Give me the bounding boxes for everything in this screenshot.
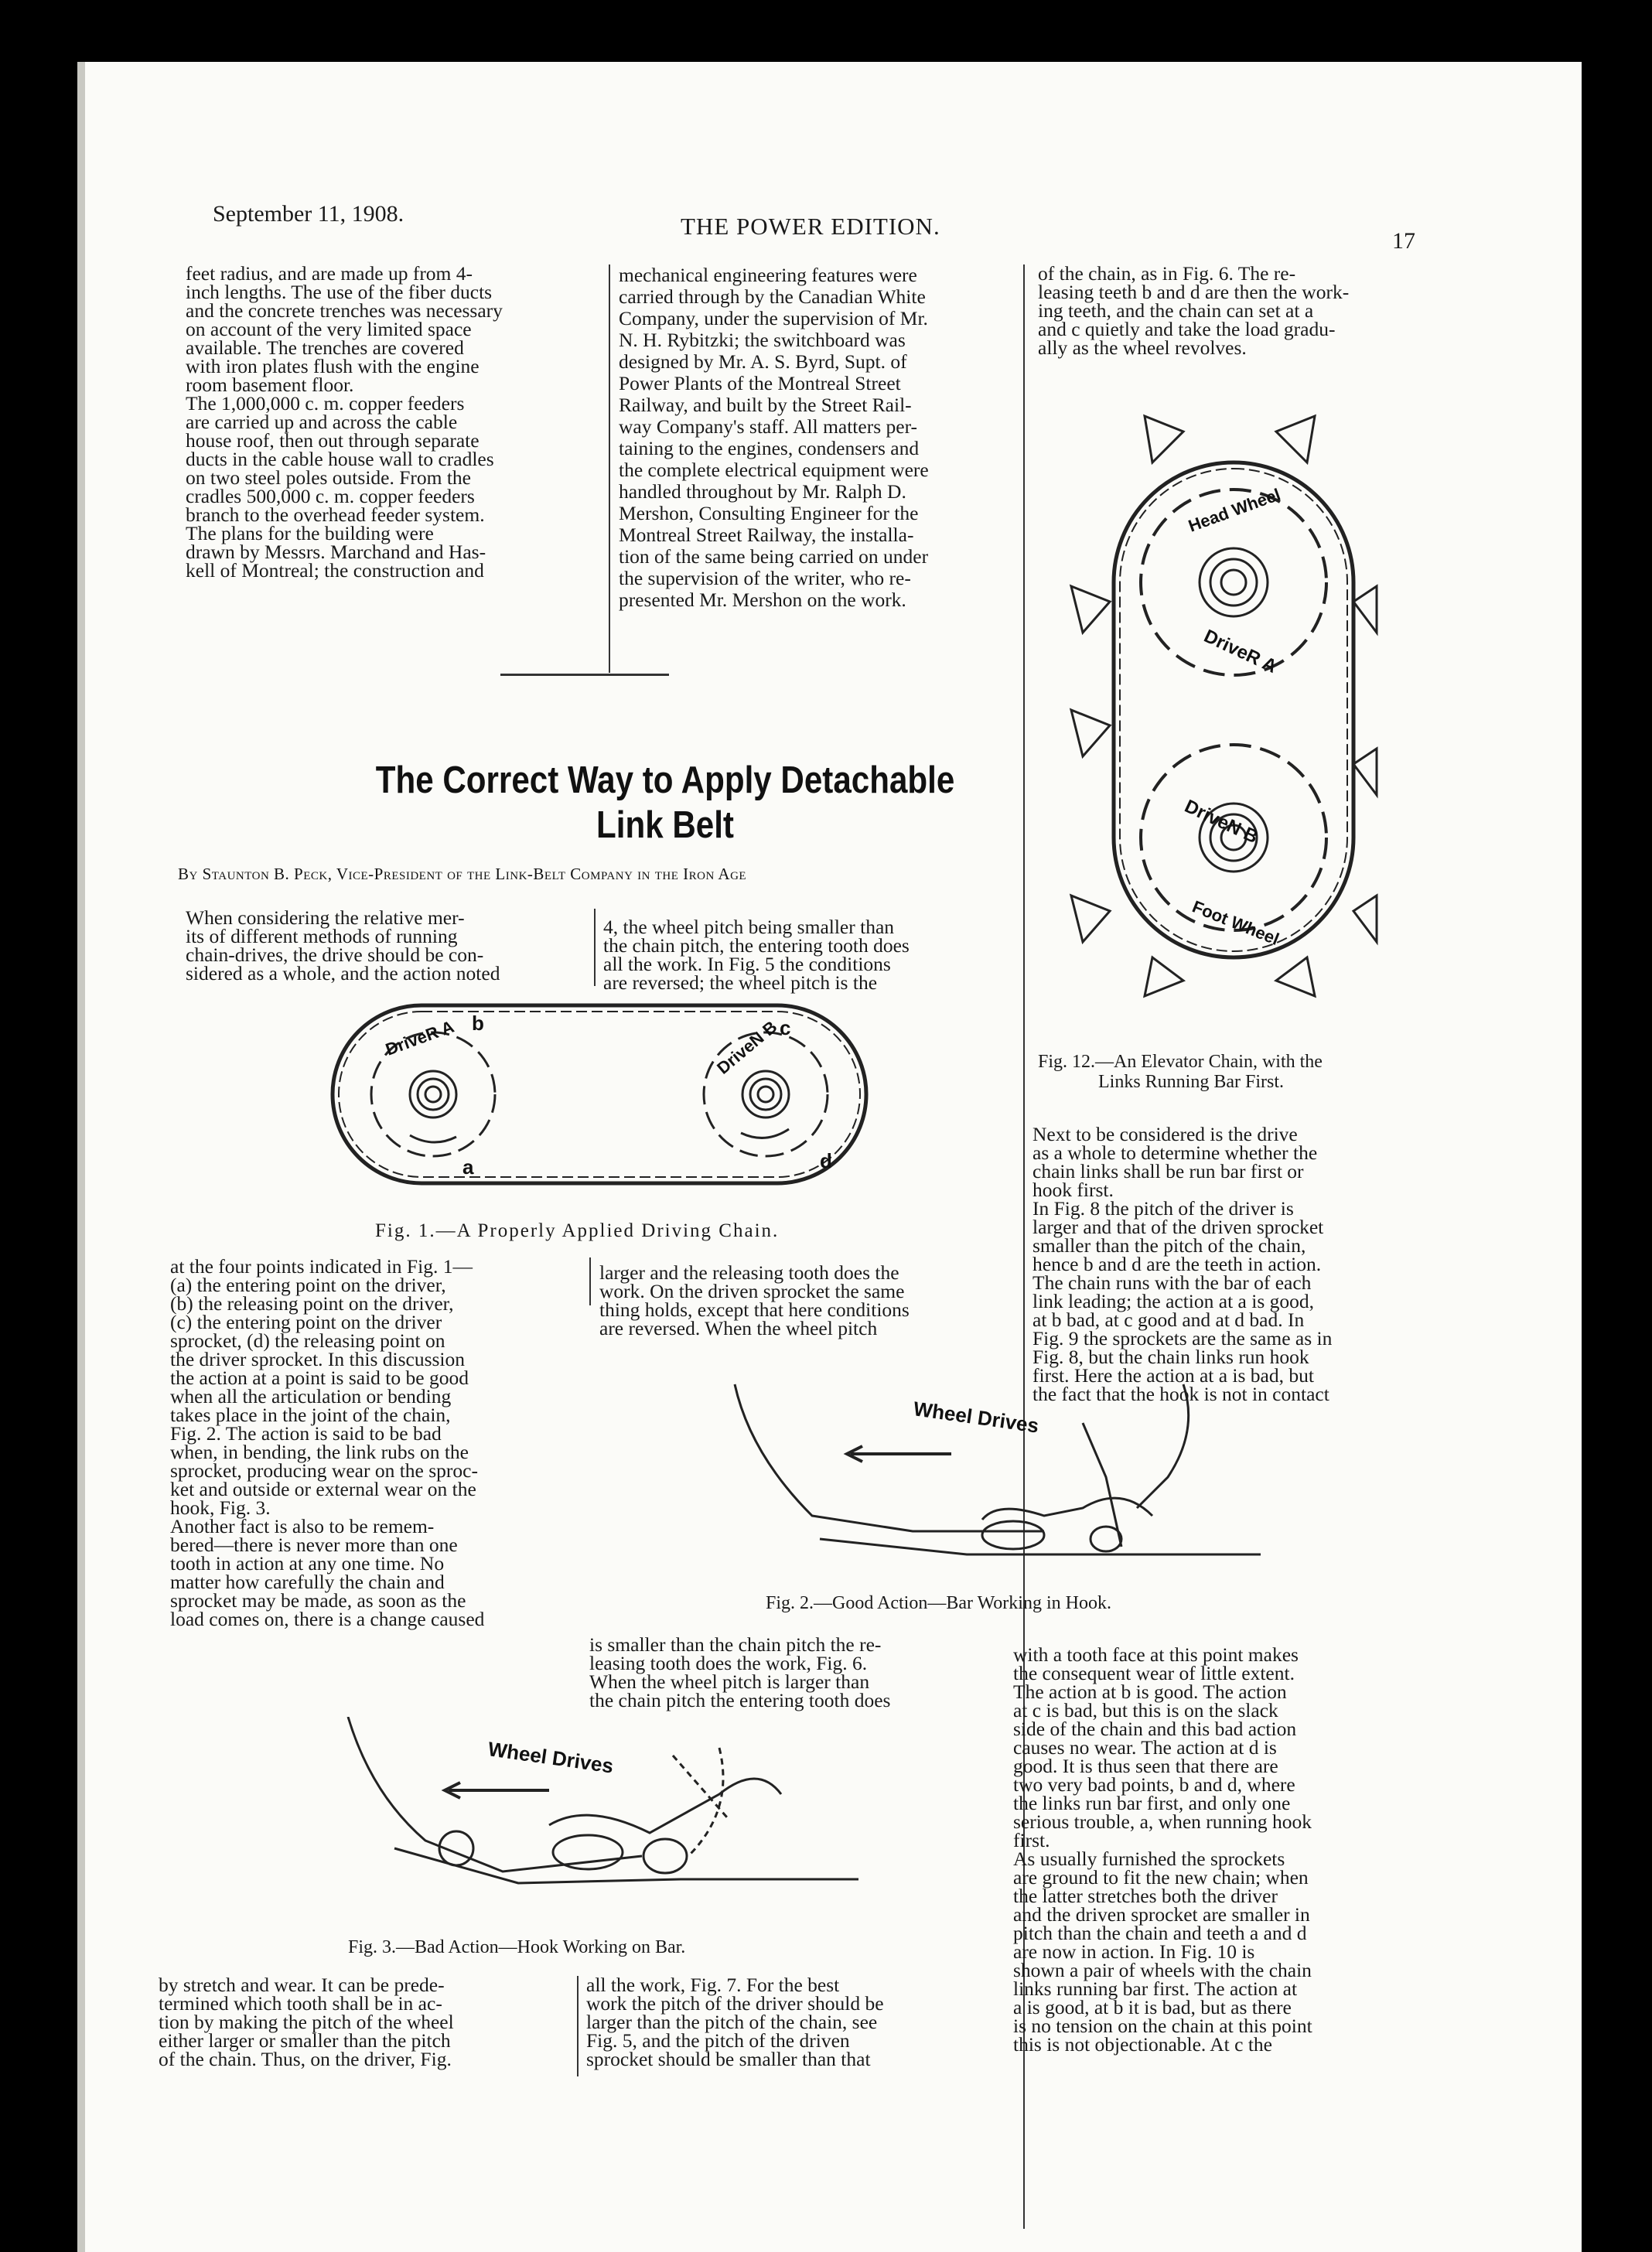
fig3-bad-action: [317, 1717, 874, 1933]
chain-links: [348, 1717, 858, 1883]
fig3-label: Wheel Drives: [486, 1737, 616, 1778]
magazine-page: [85, 62, 1582, 2252]
fig1-point-d: d: [820, 1149, 832, 1172]
fig12-head-wheel-label: Head Wheel: [1186, 484, 1283, 536]
rotation-arrow: [410, 1135, 456, 1142]
fig12-caption-line1: Fig. 12.—An Elevator Chain, with the: [1038, 1052, 1323, 1072]
column-rule: [589, 1257, 591, 1305]
fig12-elevator-chain: [1036, 408, 1462, 1042]
para-d-col2: all the work, Fig. 7. For the best work the pitch of the driver should be larger than the pitch of the chain, see Fig. 5, and the pitch of the driven sprocket should be smaller than that: [586, 1974, 884, 2070]
fig2-caption: Fig. 2.—Good Action—Bar Working in Hook.: [766, 1593, 1111, 1613]
fig3-caption: Fig. 3.—Bad Action—Hook Working on Bar.: [348, 1937, 686, 1957]
right-column-mid: Next to be considered is the drive as a whole to determine whether the chain links shall be run bar first or hook first. In Fig. 8 the pitch of the driver is larger and that of the driven sprocket smaller than the pitch of the chain, hence b and d are the teeth in action. The chain runs with the bar of each link leading; the action at a is good, at b bad, at c good and at d bad. In Fig. 9 the sprockets are the same as in Fig. 8, but the chain links run hook first. Here the action at a is bad, but the fact that the hook is not in contact: [1032, 1123, 1333, 1405]
top-column-2: mechanical engineering features were carried through by the Canadian White Company, under the supervision of Mr. N. H. Rybitzki; the switchboard was designed by Mr. A. S. Byrd, Supt. of Power Plants of the Montreal Street Railway, and built by the Street Rail- way Company's staff. All matters per- taining to the engines, condensers and the complete electrical equipment were handled throughout by Mr. Ralph D. Mershon, Consulting Engineer for the Montreal Street Railway, the installa- tion of the same being carried on under the supervision of the writer, who re- presented Mr. Mershon on the work.: [619, 264, 929, 611]
fig1-point-a: a: [462, 1155, 474, 1179]
para-b-col1: at the four points indicated in Fig. 1— (a) the entering point on the driver, (b) the releasing point on the driver, (c) the entering point on the driver sprocket, (d) the releasing point on the driver sprocket. In this discussion the action at a point is said to be good when all the articulation or bending takes place in the joint of the chain, Fig. 2. The action is said to be bad when, in bending, the link rubs on the sprocket, producing wear on the sproc- ket and outside or external wear on the hook, Fig. 3. Another fact is also to be remem- bered—there is never more than one tooth in action at any one time. No matter how carefully the chain and sprocket may be made, as soon as the load comes on, there is a change caused: [170, 1255, 485, 1630]
article-byline: By Staunton B. Peck, Vice-President of the Link-Belt Company in the Iron Age: [178, 865, 747, 883]
top-column-1: feet radius, and are made up from 4- inch lengths. The use of the fiber ducts and the concrete trenches was necessary on account of the very limited space available. The trenches are covered with iron plates flush with the engine room basement floor. The 1,000,000 c. m. copper feeders are carried up and across the cable house roof, then out through separate ducts in the cable house wall to cradles on two steel poles outside. From the cradles 500,000 c. m. copper feeders branch to the overhead feeder system. The plans for the building were drawn by Messrs. Marchand and Has- kell of Montreal; the construction and: [186, 262, 503, 582]
rotation-arrow: [741, 1129, 789, 1138]
header-date: September 11, 1908.: [213, 201, 404, 227]
chain-loop: [1114, 462, 1353, 957]
fig12-driver-a-label: DriveR A: [1200, 625, 1280, 677]
para-a-col1: When considering the relative mer- its of different methods of running chain-drives, the drive should be con- sidered as a whole, and the action noted: [186, 906, 500, 984]
article-title: The Correct Way to Apply Detachable Link Belt: [375, 759, 955, 846]
fig1-driven-label: DriveN B: [713, 1016, 781, 1078]
fig1-driver-label: DriveR A: [383, 1016, 457, 1059]
fig1-driving-chain: [317, 990, 889, 1199]
chain-loop-inner: [1120, 469, 1347, 951]
fig1-point-c: c: [780, 1016, 791, 1039]
fig1-caption: Fig. 1.—A Properly Applied Driving Chain.: [375, 1220, 780, 1241]
fig2-label: Wheel Drives: [912, 1397, 1041, 1438]
column-rule: [577, 1976, 579, 2076]
fig12-caption-line2: Links Running Bar First.: [1098, 1072, 1285, 1092]
para-a-col2: 4, the wheel pitch being smaller than the chain pitch, the entering tooth does all the work. In Fig. 5 the conditions are reversed; the wheel pitch is the: [603, 916, 910, 994]
header-title: THE POWER EDITION.: [681, 213, 940, 240]
para-d-col1: by stretch and wear. It can be prede- termined which tooth shall be in ac- tion by making the pitch of the wheel either larger or smaller than the pitch of the chain. Thus, on the driver, Fig.: [159, 1974, 454, 2070]
fig12-driven-b-label: DriveN B: [1181, 795, 1261, 848]
right-column-top: of the chain, as in Fig. 6. The re- leasing teeth b and d are then the work- ing teeth, and the chain can set at a and c quietly and take the load gradu- ally as the wheel revolves.: [1038, 262, 1350, 359]
fig1-point-b: b: [472, 1012, 484, 1035]
fig12-foot-wheel-label: Foot Wheel: [1190, 896, 1282, 950]
para-c-col2: is smaller than the chain pitch the re- leasing tooth does the work, Fig. 6. When the wheel pitch is larger than the chain pitch the entering tooth does: [589, 1633, 891, 1711]
page-number: 17: [1392, 228, 1415, 254]
column-rule: [609, 264, 610, 673]
para-b-col2: larger and the releasing tooth does the work. On the driven sprocket the same thing holds, except that here conditions are reversed. When the wheel pitch: [599, 1261, 910, 1339]
column-rule: [594, 909, 596, 986]
section-separator: [500, 674, 669, 676]
right-column-low: with a tooth face at this point makes the consequent wear of little extent. The action at b is good. The action at c is bad, but this is on the slack side of the chain and this bad action causes no wear. The action at d is good. It is thus seen that there are two very bad points, b and d, where the links run bar first, and only one serious trouble, a, when running hook first. As usually furnished the sprockets are ground to fit the new chain; when the latter stretches both the driver and the driven sprocket are smaller in pitch than the chain and teeth a and d are now in action. In Fig. 10 is shown a pair of wheels with the chain links running bar first. The action at a is good, at b it is bad, but as there is no tension on the chain at this point this is not objectionable. At c the: [1013, 1643, 1312, 2056]
